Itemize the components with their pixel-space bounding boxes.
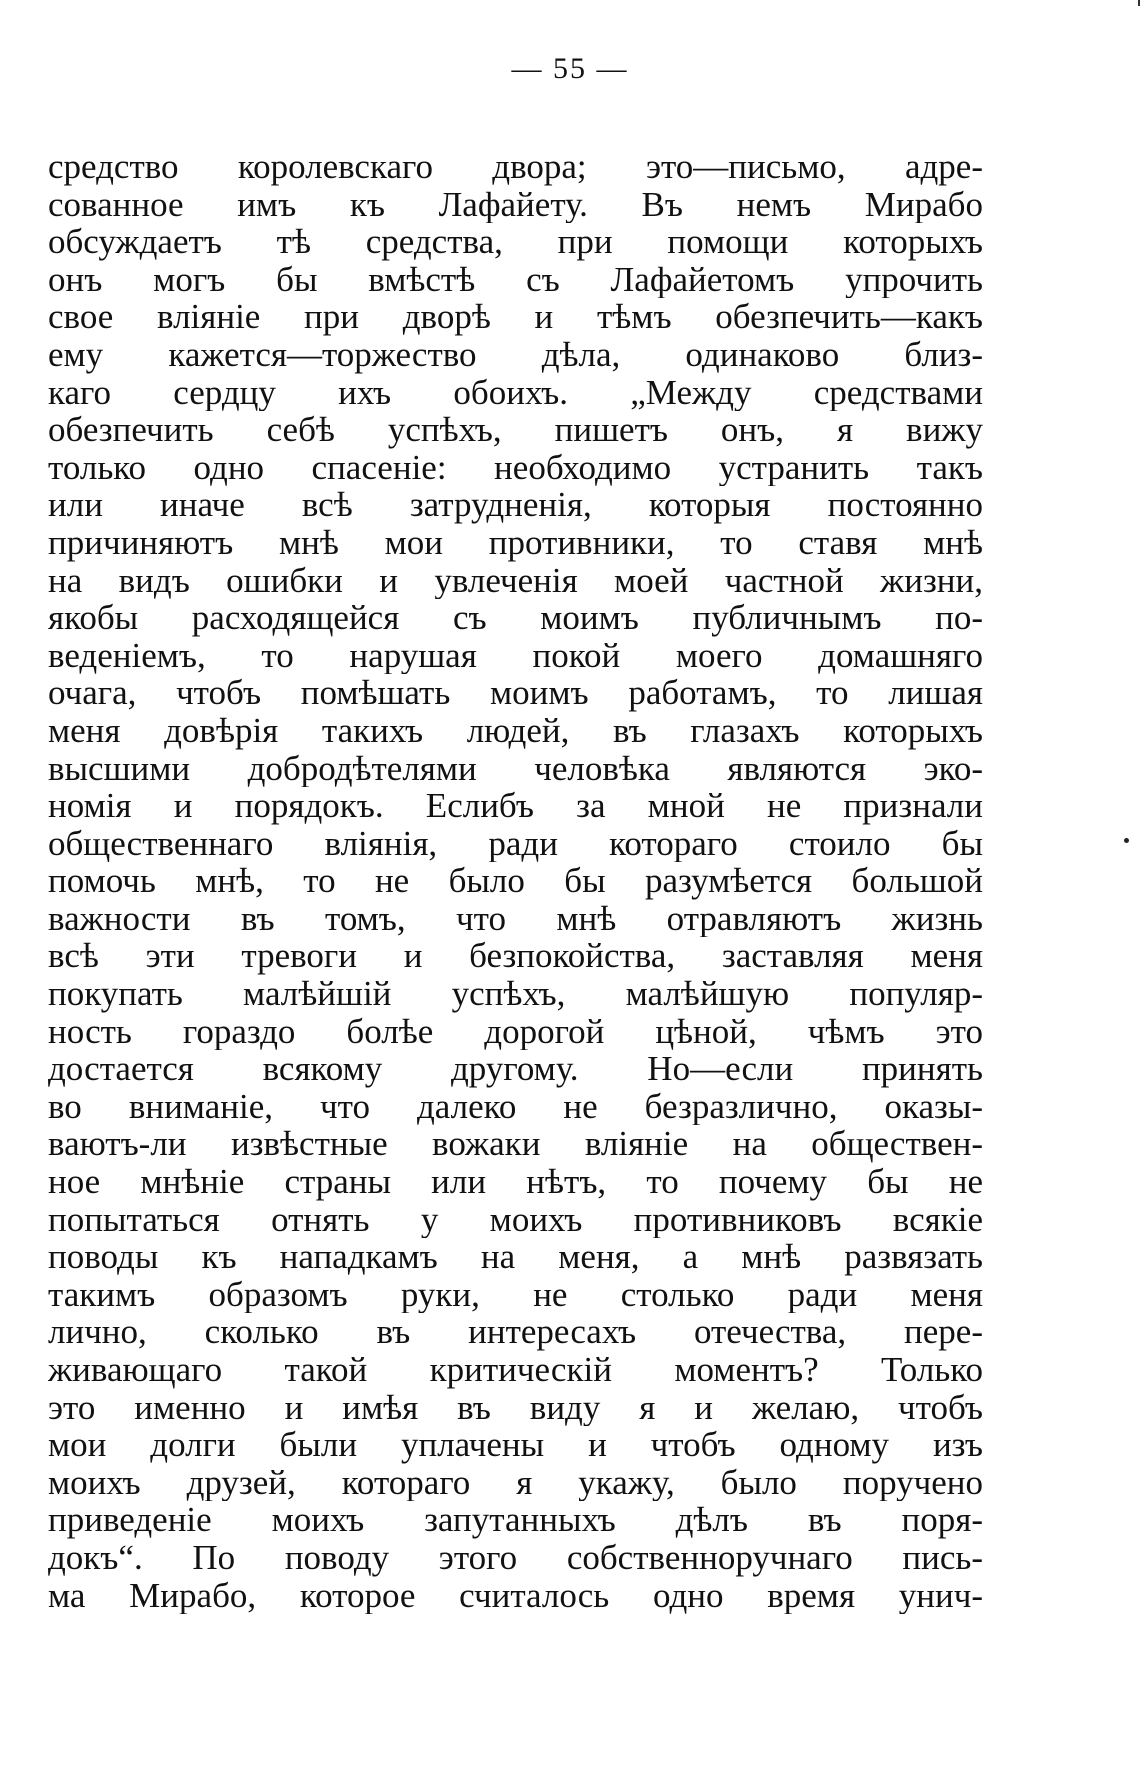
text-line: покупать малѣйшій успѣхъ, малѣйшую популяр- [48, 975, 983, 1013]
text-line: обсуждаетъ тѣ средства, при помощи которыхъ [48, 223, 983, 261]
text-line: средство королевскаго двора; это—письмо, адре- [48, 148, 983, 186]
text-line: такимъ образомъ руки, не столько ради меня [48, 1275, 983, 1314]
text-line: во вниманіе, что далеко не безразлично, оказы- [48, 1087, 983, 1126]
text-line: свое вліяніе при дворѣ и тѣмъ обезпечить—какъ [48, 298, 983, 336]
page-number: — 55 — [511, 52, 629, 85]
text-line: лично, сколько въ интересахъ отечества, пере- [48, 1313, 983, 1351]
text-line: обезпечить себѣ успѣхъ, пишетъ онъ, я вижу [48, 411, 983, 449]
text-line: мои долги были уплачены и чтобъ одному изъ [48, 1426, 983, 1464]
text-line: попытаться отнять у моихъ противниковъ всякіе [48, 1200, 983, 1239]
scan-speck [1124, 838, 1129, 843]
text-line: живающаго такой критическій моментъ? Только [48, 1351, 983, 1389]
text-line: это именно и имѣя въ виду я и желаю, чтобъ [48, 1388, 983, 1427]
text-line: якобы расходящейся съ моимъ публичнымъ по- [48, 599, 983, 637]
text-line: моихъ друзей, котораго я укажу, было поручено [48, 1463, 983, 1502]
body-text [48, 148, 983, 1614]
text-line: ное мнѣніе страны или нѣтъ, то почему бы не [48, 1163, 983, 1201]
text-line: помочь мнѣ, то не было бы разумѣется большой [48, 862, 983, 900]
text-line: номія и порядокъ. Еслибъ за мной не признали [48, 787, 983, 825]
text-line: высшими добродѣтелями человѣка являются эко- [48, 749, 983, 788]
text-line: очага, чтобъ помѣшать моимъ работамъ, то лишая [48, 674, 983, 712]
text-line: на видъ ошибки и увлеченія моей частной жизни, [48, 561, 983, 600]
text-line: веденіемъ, то нарушая покой моего домашняго [48, 636, 983, 675]
text-line: ность гораздо болѣе дорогой цѣной, чѣмъ это [48, 1012, 983, 1051]
text-line: только одно спасеніе: необходимо устранить такъ [48, 448, 983, 487]
text-line: общественнаго вліянія, ради котораго стоило бы [48, 824, 983, 863]
text-line: ма Мирабо, которое считалось одно время унич- [48, 1576, 983, 1615]
text-line: меня довѣрія такихъ людей, въ глазахъ которыхъ [48, 711, 983, 750]
text-line: ваютъ-ли извѣстные вожаки вліяніе на обществен- [48, 1125, 983, 1164]
text-line: или иначе всѣ затрудненія, которыя постоянно [48, 486, 983, 524]
text-line: сованное имъ къ Лафайету. Въ немъ Мирабо [48, 185, 983, 224]
text-line: ему кажется—торжество дѣла, одинаково близ- [48, 335, 983, 374]
text-line: достается всякому другому. Но—если принять [48, 1050, 983, 1088]
text-line: поводы къ нападкамъ на меня, а мнѣ развязать [48, 1238, 983, 1276]
text-line: важности въ томъ, что мнѣ отравляютъ жизнь [48, 899, 983, 938]
text-line: каго сердцу ихъ обоихъ. „Между средствами [48, 373, 983, 412]
text-line: всѣ эти тревоги и безпокойства, заставляя меня [48, 937, 983, 976]
text-line: онъ могъ бы вмѣстѣ съ Лафайетомъ упрочить [48, 260, 983, 299]
text-line: причиняютъ мнѣ мои противники, то ставя мнѣ [48, 523, 983, 562]
text-line: докъ“. По поводу этого собственноручнаго пись- [48, 1538, 983, 1577]
text-line: приведеніе моихъ запутанныхъ дѣлъ въ поря- [48, 1501, 983, 1539]
